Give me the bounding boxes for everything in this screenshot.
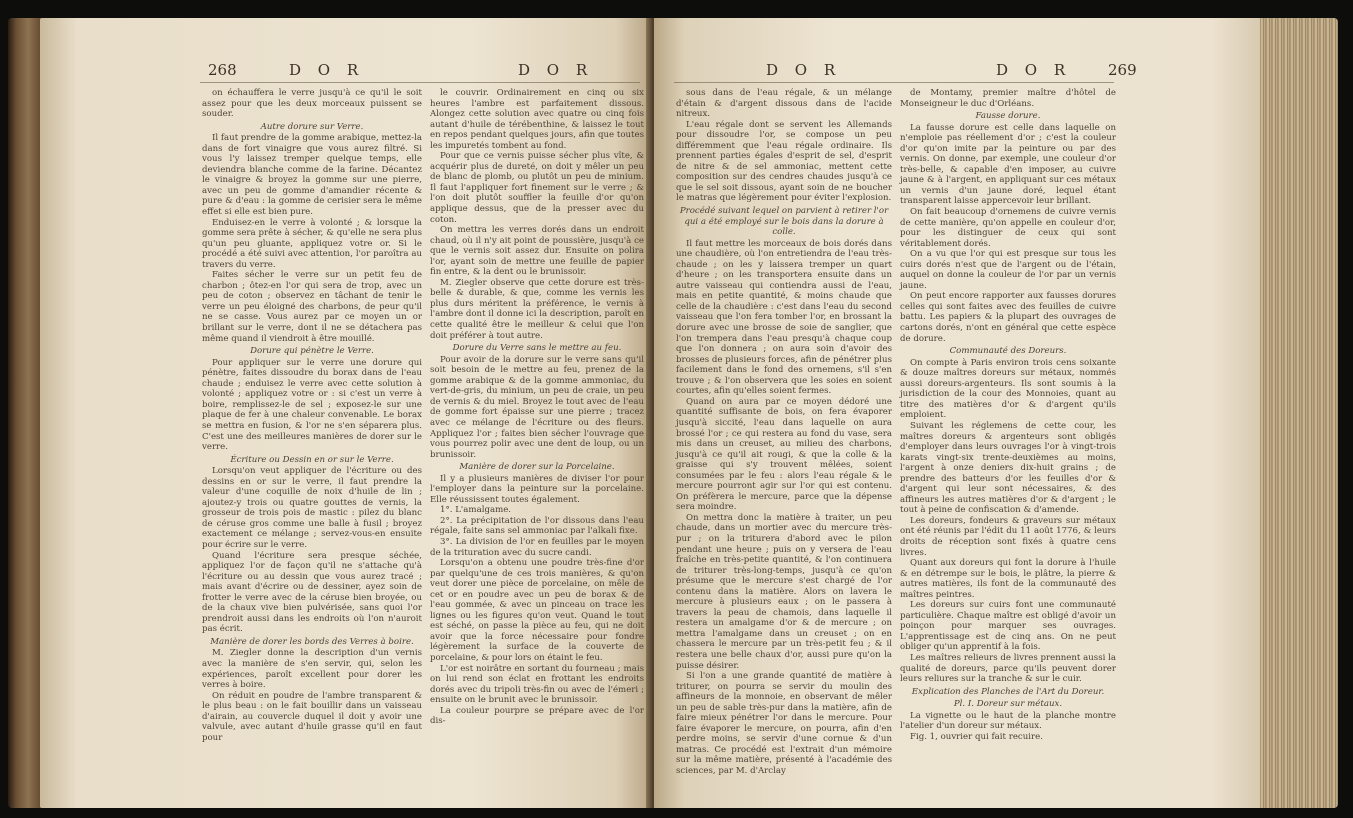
paragraph: L'eau régale dont se servent les Allemands pour dissoudre l'or, se compose un peu différemment que l'eau régale ordinaire. Ils prennent parties égales d'esprit de sel, d'esprit de nitre & de sel ammoniac, mettent cette composition sur des cendres chaudes jusqu'à ce que le sel soit dissous, ayant soin de ne boucher le matras que légèrement pour éviter l'explosion.	[676, 119, 892, 204]
paragraph: M. Ziegler donne la description d'un vernis avec la manière de s'en servir, qui, selon les expériences, paroît excellent pour dorer les verres à boire.	[202, 648, 422, 691]
section-heading: Manière de dorer les bords des Verres à boire.	[210, 636, 414, 647]
paragraph: Quand l'écriture sera presque séchée, appliquez l'or de façon qu'il ne s'attache qu'à l'écriture ou au dessin que vous aurez tracé ; mais avant d'écrire ou de dessiner, ayez soin de frotter le verre avec de la céruse bien broyée, ou de la chaux vive bien pulvérisée, sans quoi l'or prendroit aussi dans les endroits où l'on n'auroit pas écrit.	[202, 550, 422, 635]
section-heading: Dorure du Verre sans le mettre au feu.	[452, 343, 622, 354]
paragraph: Il faut mettre les morceaux de bois dorés dans une chaudière, où l'on entretiendra de l'eau très-chaude ; on les y laissera tremper un quart d'heure ; on les transportera ensuite dans un autre vaisseau qui contiendra aussi de l'eau, mais en petite quantité, & moins chaude que celle de la chaudière : c'est dans l'eau du second vaisseau que l'on fera tomber l'or, en brossant la dorure avec une brosse de soie de sanglier, que l'on trempera dans l'eau presqu'à chaque coup que l'on donnera ; on aura soin d'avoir des brosses de plusieurs forces, afin de pénétrer plus facilement dans le fond des ornemens, s'il s'en trouve ; & l'on observera que les soies en soient courtes, afin qu'elles soient fermes.	[676, 238, 892, 397]
paragraph: On peut encore rapporter aux fausses dorures celles qui sont faites avec des feuilles de cuivre battu. Les papiers & la plupart des ouvrages de cartons dorés, n'ont en général que cette espèce de dorure.	[900, 291, 1116, 344]
section-heading: Fausse dorure.	[975, 111, 1041, 122]
running-head: D O R	[289, 61, 365, 79]
header-rule	[200, 82, 640, 83]
running-head: D O R	[766, 61, 842, 79]
paragraph: La fausse dorure est celle dans laquelle on n'emploie pas réellement d'or ; c'est la couleur d'or qu'on imite par la peinture ou par des vernis. On donne, par exemple, une couleur d'or très-belle, & capable d'en imposer, au cuivre jaune & à l'argent, en appliquant sur ces métaux un vernis d'un jaune doré, lequel étant transparent laisse appercevoir leur brillant.	[900, 122, 1116, 207]
section-heading: Manière de dorer sur la Porcelaine.	[459, 462, 615, 473]
paragraph: Faites sécher le verre sur un petit feu de charbon ; ôtez-en l'or qui sera de trop, avec un peu de coton ; observez en tâchant de tenir le verre un peu éloigné des charbons, de peur qu'il ne se casse. Vous aurez par ce moyen un or brillant sur le verre, dont il ne se détachera pas même quand il viendroit à être mouillé.	[202, 270, 422, 344]
section-heading: Écriture ou Dessin en or sur le Verre.	[230, 454, 394, 465]
right-page-edges	[1258, 18, 1338, 808]
left-page-edges	[8, 18, 42, 808]
right-page	[654, 18, 1260, 808]
paragraph: Si l'on a une grande quantité de matière à triturer, on pourra se servir du moulin des affineurs de la monnoie, en observant de mêler un peu de sable très-pur dans la matière, afin de faire mieux pénétrer l'or dans le mercure. Pour faire évaporer le mercure, on pourra, afin d'en perdre moins, se servir d'une cornue & d'un matras. Ce procédé est l'extrait d'un mémoire sur la même matière, présenté à l'académie des sciences, par M. d'Arclay	[676, 671, 892, 776]
paragraph: Lorsqu'on veut appliquer de l'écriture ou des dessins en or sur le verre, il faut prendre la valeur d'une coquille de noix d'huile de lin ; ajoutez-y trois ou quatre gouttes de vernis, la grosseur de trois pois de mastic : pilez du blanc de céruse gros comme une balle à fusil ; broyez exactement ce mélange ; servez-vous-en ensuite pour écrire sur le verre.	[202, 466, 422, 550]
section-heading: Procédé suivant lequel on parvient à retirer l'or qui a été employé sur le bois dans la dorure à colle.	[679, 206, 889, 238]
paragraph: Quant aux doreurs qui font la dorure à l'huile & en détrempe sur le bois, le plâtre, la pierre & autres matières, ils font de la communauté des maîtres peintres.	[900, 558, 1116, 600]
paragraph: Les doreurs sur cuirs font une communauté particulière. Chaque maître est obligé d'avoir un poinçon pour marquer ses ouvrages. L'apprentissage est de cinq ans. On ne peut obliger qu'un apprentif à la fois.	[900, 600, 1116, 653]
paragraph: 2°. La précipitation de l'or dissous dans l'eau régale, faite sans sel ammoniac par l'alkali fixe.	[430, 515, 644, 537]
section-heading: Explication des Planches de l'Art du Doreur.	[911, 686, 1105, 697]
paragraph: le couvrir. Ordinairement en cinq ou six heures l'ambre est parfaitement dissous. Alongez cette solution avec quatre ou cinq fois autant d'huile de térébenthine, & laissez le tout en repos pendant quelques jours, afin que toutes les impuretés tombent au fond.	[430, 88, 644, 151]
paragraph: On compte à Paris environ trois cens soixante & douze maîtres doreurs sur métaux, nommés aussi doreurs-argenteurs. Ils sont soumis à la jurisdiction de la cour des Monnoies, quant au titre des matières d'or & d'argent qu'ils emploient.	[900, 357, 1116, 421]
paragraph: 3°. La division de l'or en feuilles par le moyen de la trituration avec du sucre candi.	[430, 536, 644, 558]
page-number: 269	[1108, 61, 1137, 79]
paragraph: On fait beaucoup d'ornemens de cuivre vernis de cette manière, qu'on appelle en couleur d'or, pour les distinguer de ceux qui sont véritablement dorés.	[900, 207, 1116, 249]
paragraph: La couleur pourpre se prépare avec de l'or dis-	[430, 705, 644, 727]
paragraph: Fig. 1, ouvrier qui fait recuire.	[910, 731, 1043, 742]
section-heading: Autre dorure sur Verre.	[260, 121, 364, 132]
paragraph: On a vu que l'or qui est presque sur tous les cuirs dorés n'est que de l'argent ou de l'étain, auquel on donne la couleur de l'or par un vernis jaune.	[900, 249, 1116, 291]
paragraph: Pour appliquer sur le verre une dorure qui pénètre, faites dissoudre du borax dans de l'eau chaude ; enduisez le verre avec cette solution à volonté ; appliquez votre or : si c'est un verre à boire, remplissez-le de sel ; exposez-le sur une plaque de fer à une chaleur convenable. Le borax se mettra en fusion, & l'or ne s'en séparera plus. C'est une des meilleures manières de dorer sur le verre.	[202, 357, 422, 453]
paragraph: On réduit en poudre de l'ambre transparent & le plus beau : on le fait bouillir dans un vaisseau d'airain, au couvercle duquel il doit y avoir une valvule, avec autant d'huile grasse qu'il en faut pour	[202, 690, 422, 743]
paragraph: M. Ziegler observe que cette dorure est très-belle & durable, & que, comme les vernis les plus durs méritent la préférence, le vernis à l'ambre dont il donne ici la description, paroît en cette qualité être le meilleur & celui que l'on doit préférer à tout autre.	[430, 277, 644, 341]
page-number: 268	[208, 61, 237, 79]
text-column-right	[430, 88, 644, 727]
running-head: D O R	[518, 61, 594, 79]
paragraph: La vignette ou le haut de la planche montre l'atelier d'un doreur sur métaux.	[900, 710, 1116, 732]
paragraph: Pour avoir de la dorure sur le verre sans qu'il soit besoin de le mettre au feu, prenez de la gomme arabique & de la gomme ammoniac, du vert-de-gris, du minium, un peu de craie, un peu de vernis & du miel. Broyez le tout avec de l'eau de gomme fort épaisse sur une pierre ; tracez avec ce mélange de l'écriture ou des fleurs. Appliquez l'or ; faites bien sécher l'ouvrage que vous pourrez polir avec une dent de loup, ou un brunissoir.	[430, 354, 644, 460]
text-column-left	[676, 88, 892, 777]
paragraph: on échauffera le verre jusqu'à ce qu'il le soit assez pour que les deux morceaux puissent se souder.	[202, 88, 422, 120]
paragraph: Suivant les réglemens de cette cour, les maîtres doreurs & argenteurs sont obligés d'employer dans leurs ouvrages l'or à vingt-trois karats vingt-six trente-deuxièmes au moins, l'argent à onze deniers dix-huit grains ; de prendre des batteurs d'or les feuilles d'or & d'argent qui leur sont nécessaires, & des affineurs les autres matières d'or & d'argent ; le tout à peine de confiscation & d'amende.	[900, 420, 1116, 516]
paragraph: On mettra les verres dorés dans un endroit chaud, où il n'y ait point de poussière, jusqu'à ce que le vernis soit assez dur. Ensuite on polira l'or, ayant soin de mettre une feuille de papier fin entre, & la dent ou le brunissoir.	[430, 225, 644, 278]
paragraph: Les maîtres relieurs de livres prennent aussi la qualité de doreurs, parce qu'ils peuvent dorer leurs reliures sur la tranche & sur le cuir.	[900, 652, 1116, 685]
paragraph: Quand on aura par ce moyen dédoré une quantité suffisante de bois, on fera évaporer jusqu'à siccité, l'eau dans laquelle on aura brossé l'or ; ce qui restera au fond du vase, sera mis dans un creuset, au milieu des charbons, jusqu'à ce qu'il ait rougi, & que la colle & la graisse qui s'y trouvent mêlées, soient consumées par le feu : alors l'eau régale & le mercure pourront agir sur l'or qui est contenu. On préfèrera le mercure, parce que la dépense sera moindre.	[676, 396, 892, 513]
paragraph: 1°. L'amalgame.	[440, 505, 512, 516]
paragraph: L'or est noirâtre en sortant du fourneau ; mais on lui rend son éclat en frottant les endroits dorés avec du tripoli très-fin ou avec de l'émeri ; ensuite on le brunit avec le brunissoir.	[430, 663, 644, 706]
paragraph: Lorsqu'on a obtenu une poudre très-fine d'or par quelqu'une de ces trois manières, & qu'on veut dorer une pièce de porcelaine, on mêle de cet or en poudre avec un peu de borax & de l'eau gommée, & avec un pinceau on trace les lignes ou les figures qu'on veut. Quand le tout est séché, on passe la pièce au feu, qui ne doit avoir que la force nécessaire pour fondre légèrement la surface de la couverte de porcelaine, & pour lors on étaint le feu.	[430, 558, 644, 663]
paragraph: Pour que ce vernis puisse sécher plus vîte, & acquérir plus de dureté, on doit y mêler un peu de blanc de plomb, ou plutôt un peu de minium. Il faut l'appliquer fort finement sur le verre ; & l'on doit plutôt souffler la feuille d'or qu'on applique dessus, que de la presser avec du coton.	[430, 151, 644, 225]
paragraph: On mettra donc la matière à traiter, un peu chaude, dans un mortier avec du mercure très-pur ; on la triturera d'abord avec le pilon pendant une heure ; puis on y versera de l'eau fraîche en très-petite quantité, & l'on continuera de triturer très-long-temps, jusqu'à ce qu'on présume que le mercure s'est chargé de l'or contenu dans la matière. Alors on lavera le mercure à plusieurs eaux ; on le passera à travers la peau de chamois, dans laquelle il restera un amalgame d'or & de mercure ; on mettra l'amalgame dans un creuset ; on en chassera le mercure par un très-petit feu ; & il restera une belle chaux d'or, aussi pure qu'on la puisse désirer.	[676, 512, 892, 671]
paragraph: de Montamy, premier maître d'hôtel de Monseigneur le duc d'Orléans.	[900, 88, 1116, 109]
paragraph: sous dans de l'eau régale, & un mélange d'étain & d'argent dissous dans de l'acide nitreux.	[676, 88, 892, 120]
text-column-left	[202, 88, 422, 743]
paragraph: Il faut prendre de la gomme arabique, mettez-la dans de fort vinaigre que vous aurez filtré. Si vous l'y laissez tremper quelque temps, elle deviendra blanche comme de la farine. Décantez le vinaigre & broyez la gomme sur une pierre, avec un peu de gomme d'amandier récente & pure & d'eau : la gomme de cerisier sera le même effet si elle est bien pure.	[202, 133, 422, 218]
paragraph: Enduisez-en le verre à volonté ; & lorsque la gomme sera prête à sécher, & qu'elle ne sera plus qu'un peu gluante, appliquez votre or. Si le procédé a été suivi avec attention, l'or paroîtra au travers du verre.	[202, 217, 422, 270]
paragraph: Il y a plusieurs manières de diviser l'or pour l'employer dans la peinture sur la porcelaine. Elle réussissent toutes également.	[430, 473, 644, 505]
text-column-right	[900, 88, 1116, 742]
header-rule	[674, 82, 1114, 83]
section-heading: Pl. I. Doreur sur métaux.	[953, 699, 1063, 710]
paragraph: Les doreurs, fondeurs & graveurs sur métaux ont été réunis par l'édit du 11 août 1776, & leurs droits de réception sont fixés à quatre cens livres.	[900, 515, 1116, 558]
left-page	[40, 18, 652, 808]
section-heading: Dorure qui pénètre le Verre.	[250, 346, 374, 357]
section-heading: Communauté des Doreurs.	[949, 346, 1067, 357]
running-head: D O R	[996, 61, 1072, 79]
